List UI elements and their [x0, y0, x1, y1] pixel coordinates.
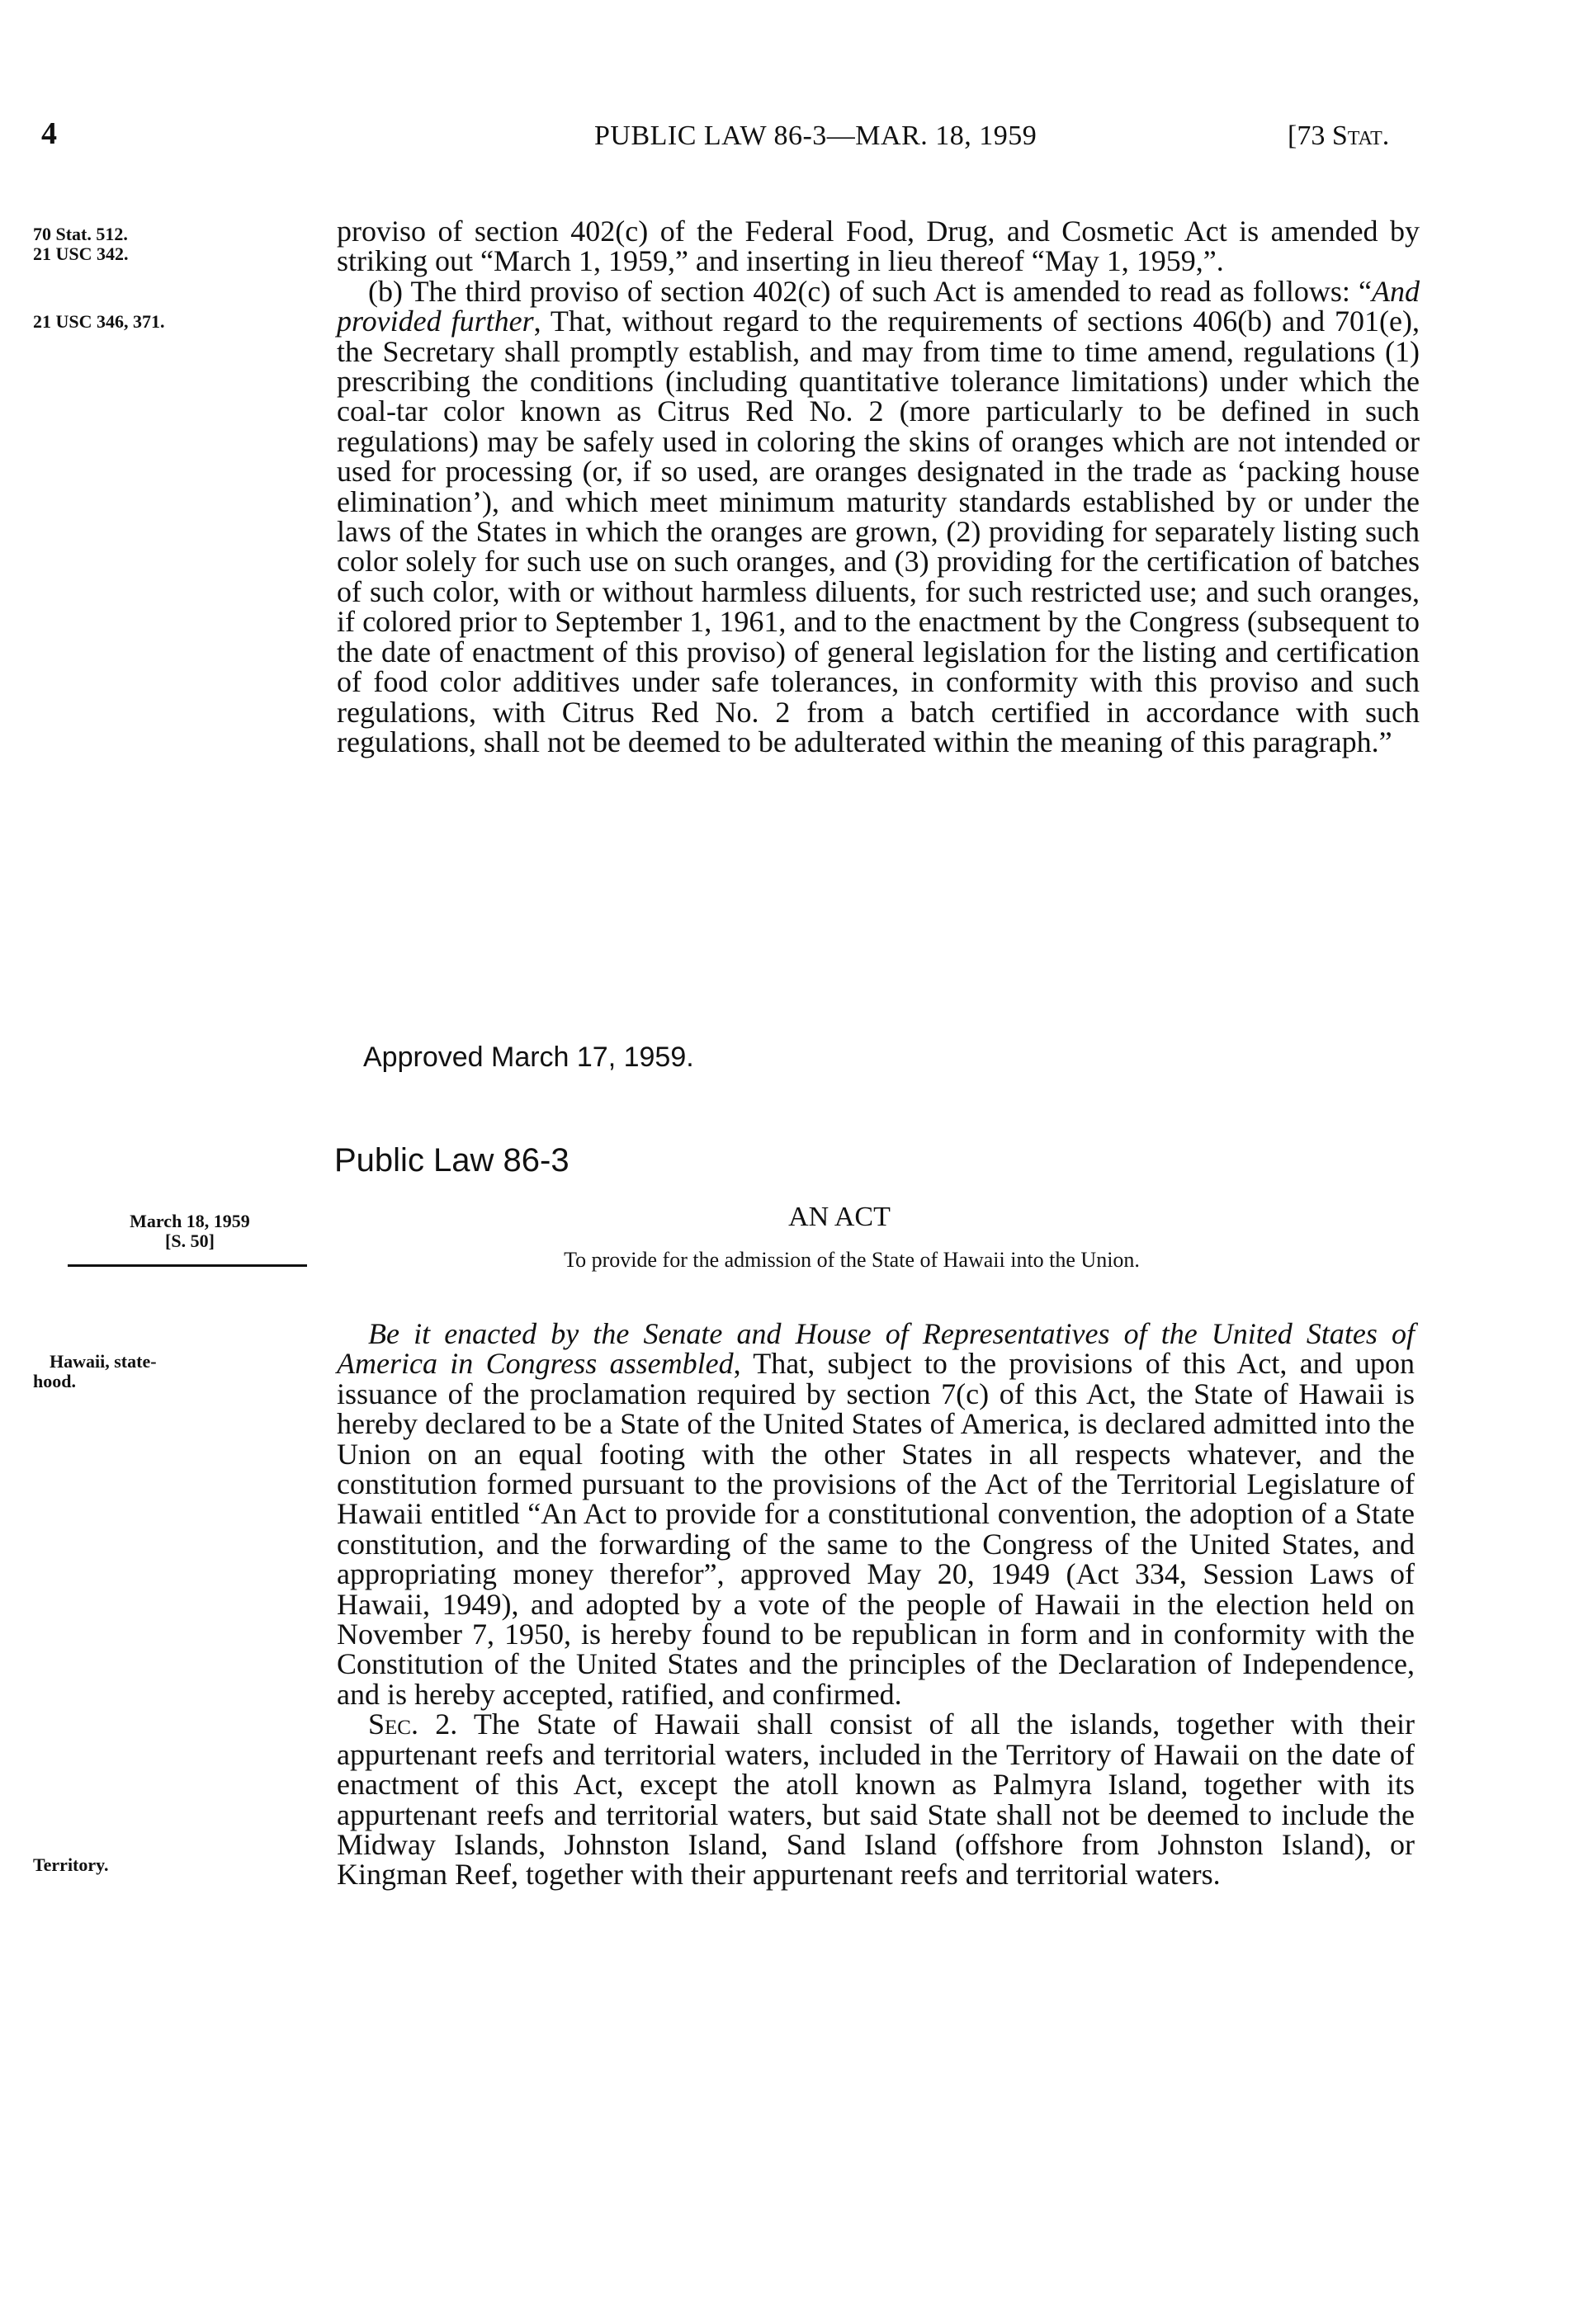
para-b-rest: , That, without regard to the requirements of sections 406(b) and 701(e), the Secretary shall promptly establish, and may from time to time amend, regulations (1) prescribing the conditions (including quantitative tolerance limitations) under which the coal-tar color known as Citrus Red No. 2 (more particularly to be defined in such regulations) may be safely used in coloring the skins of oranges which are not intended or used for processing (or, if so used, are oranges designated in the trade as ‘packing house elimination’), and which meet minimum maturity standards established by or under the laws of the States in which the oranges are grown, (2) providing for separately listing such color solely for such use on such oranges, and (3) providing for the certification of batches of such color, with or without harmless diluents, for such restricted use; and such oranges, if colored prior to September 1, 1961, and to the enactment by the Congress (subsequent to the date of enactment of this proviso) of general legislation for the listing and certification of food color additives under safe tolerances, in conformity with this proviso and such regulations, with Citrus Red No. 2 from a batch certified in accordance with such regulations, shall not be deemed to be adulterated within the meaning of this paragraph.” [337, 305, 1420, 758]
page-number: 4 [41, 116, 57, 151]
section-2-label: Sec. 2. [368, 1708, 458, 1741]
margin-note-line: 70 Stat. 512. [33, 224, 128, 244]
margin-note-usc: 21 USC 346, 371. [33, 311, 165, 332]
section-1-text: , That, subject to the provisions of this Act, and upon issuance of the proclamation required by section 7(c) of this Act, the State of Hawaii is hereby declared to be a State of the United States of America, is declared admitted into the Union on an equal footing with the other States in all respects whatever, and the constitution formed pursuant to the provisions of the Act of the Territorial Legislature of Hawaii entitled “An Act to provide for a constitutional convention, the adoption of a State constitution, and the forwarding of the same to the Congress of the United States, and appropriating money therefor”, approved May 20, 1949 (Act 334, Session Laws of Hawaii, 1949), and adopted by a vote of the people of Hawaii in the election held on November 7, 1950, is hereby found to be republican in form and in conformity with the Constitution of the United States and the principles of the Declaration of Independence, and is hereby accepted, ratified, and confirmed. [337, 1347, 1415, 1711]
new-law-text [337, 1319, 1415, 1890]
para-b-italic: And provided further [337, 274, 1420, 338]
act-purpose: To provide for the admission of the State of Hawaii into the Union. [564, 1248, 1140, 1272]
public-law-title: Public Law 86-3 [334, 1142, 570, 1179]
margin-note-line: 21 USC 342. [33, 243, 129, 264]
prior-law-text [337, 216, 1420, 757]
section-2-text: The State of Hawaii shall consist of all the islands, together with their appurtenant reefs and territorial waters, included in the Territory of Hawaii on the date of enactment of this Act, except the atoll known as Palmyra Island, together with its appurtenant reefs and territorial waters, but said State shall not be deemed to include the Midway Islands, Johnston Island, Sand Island (offshore from Johnston Island), or Kingman Reef, together with their appurtenant reefs and territorial waters. [337, 1708, 1415, 1892]
stat-reference: [73 Stat. [1288, 120, 1390, 151]
margin-bill-number: [S. 50] [165, 1230, 215, 1251]
section-1 [337, 1319, 1415, 1709]
paragraph-a: proviso of section 402(c) of the Federal Food, Drug, and Cosmetic Act is amended by striking out “March 1, 1959,” and inserting in lieu thereof “May 1, 1959,”. [337, 215, 1420, 278]
paragraph-b [337, 276, 1420, 758]
margin-note-citation [33, 224, 314, 264]
margin-note-line: Hawaii, state- [50, 1351, 157, 1372]
page-header [0, 116, 1588, 165]
section-2 [337, 1708, 1415, 1892]
an-act-heading: AN ACT [788, 1202, 891, 1232]
approval-line: Approved March 17, 1959. [363, 1042, 694, 1073]
enacting-clause: Be it enacted by the Senate and House of Representatives of the United States of America in Congress assembled [337, 1317, 1415, 1381]
margin-note-line: hood. [33, 1371, 76, 1391]
margin-note-hawaii [33, 1352, 314, 1391]
running-title: PUBLIC LAW 86-3—MAR. 18, 1959 [594, 120, 1037, 151]
margin-date-line: March 18, 1959 [130, 1211, 250, 1231]
margin-note-territory: Territory. [33, 1854, 109, 1875]
para-b-lead: (b) The third proviso of section 402(c) of such Act is amended to read as follows: “ [368, 274, 1372, 308]
